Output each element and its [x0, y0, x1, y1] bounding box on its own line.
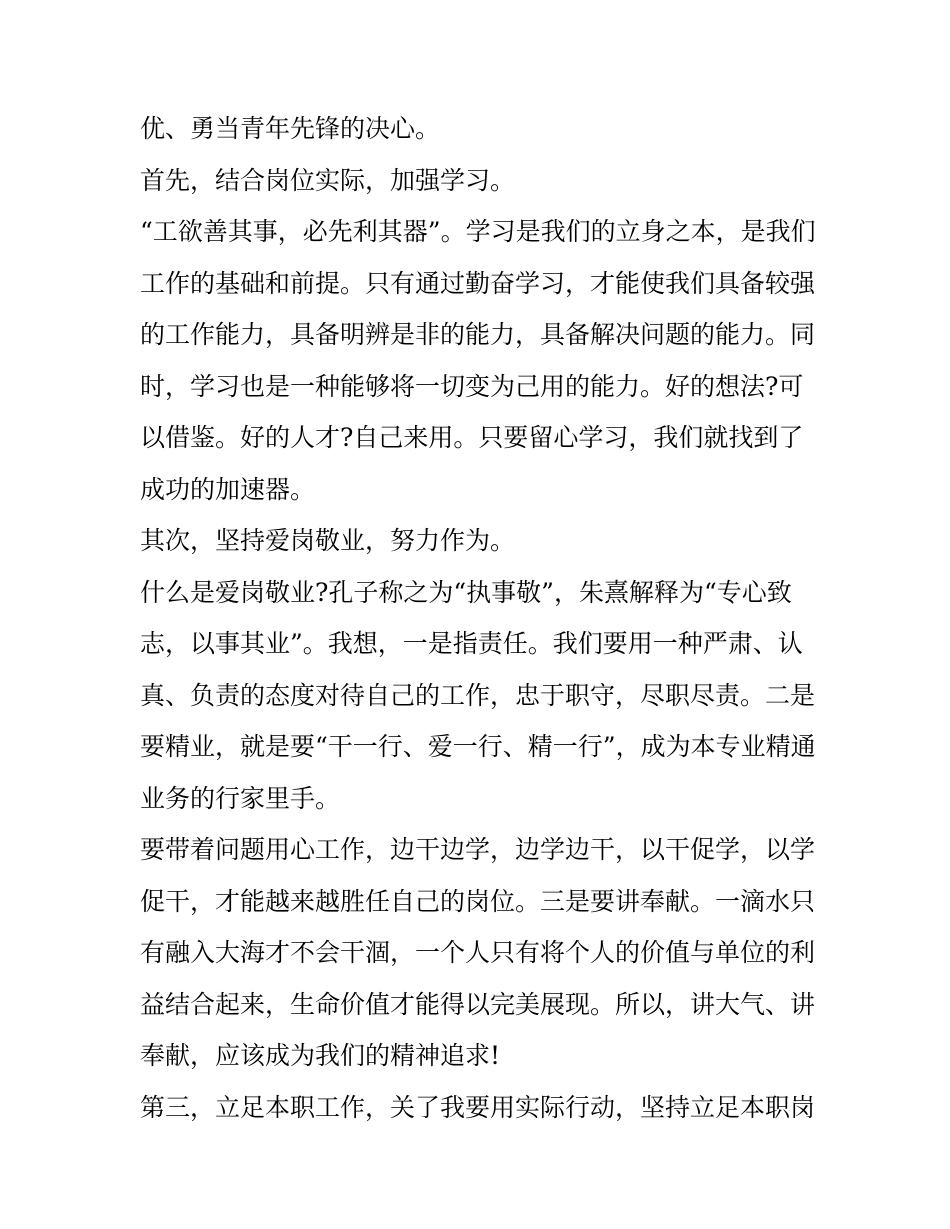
paragraph	[140, 206, 816, 515]
text-line: 什么是爱岗敬业?孔子称之为“执事敬”，朱熹解释为“专心致	[140, 577, 792, 607]
text-line: 工作的基础和前提。只有通过勤奋学习，才能使我们具备较强	[140, 268, 816, 298]
text-line: 的工作能力，具备明辨是非的能力，具备解决问题的能力。同	[140, 320, 816, 349]
text-line: 要精业，就是要“干一行、爱一行、精一行”，成为本专业精通	[140, 732, 816, 761]
text-line: 益结合起来，生命价值才能得以完美展现。所以，讲大气、讲	[140, 989, 816, 1019]
text-line: “工欲善其事，必先利其器”。学习是我们的立身之本，是我们	[140, 217, 816, 246]
document-body	[140, 103, 816, 1133]
text-line: 真、负责的态度对待自己的工作，忠于职守，尽职尽责。二是	[140, 680, 816, 710]
text-line: 其次，坚持爱岗敬业，努力作为。	[140, 526, 516, 555]
text-line: 优、勇当青年先锋的决心。	[140, 114, 441, 143]
text-line: 以借鉴。好的人才?自己来用。只要留心学习，我们就找到了	[140, 423, 804, 452]
text-line: 成功的加速器。	[140, 474, 316, 504]
text-line: 志，以事其业”。我想，一是指责任。我们要用一种严肃、认	[140, 629, 803, 658]
text-line: 首先，结合岗位实际，加强学习。	[140, 165, 516, 195]
text-line: 有融入大海才不会干涸，一个人只有将个人的价值与单位的利	[140, 938, 816, 967]
paragraph	[140, 1082, 816, 1134]
paragraph	[140, 515, 812, 567]
paragraph	[140, 103, 812, 155]
text-line: 业务的行家里手。	[140, 783, 341, 813]
text-line: 要带着问题用心工作，边干边学，边学边干，以干促学，以学	[140, 835, 816, 864]
paragraph	[140, 567, 816, 825]
text-line: 促干，才能越来越胜任自己的岗位。三是要讲奉献。一滴水只	[140, 886, 816, 916]
text-line: 奉献，应该成为我们的精神追求!	[140, 1041, 501, 1070]
paragraph	[140, 824, 816, 1082]
text-line: 第三，立足本职工作，关了我要用实际行动，坚持立足本职岗	[140, 1092, 816, 1122]
paragraph	[140, 155, 812, 207]
text-line: 时，学习也是一种能够将一切变为己用的能力。好的想法?可	[140, 371, 804, 401]
